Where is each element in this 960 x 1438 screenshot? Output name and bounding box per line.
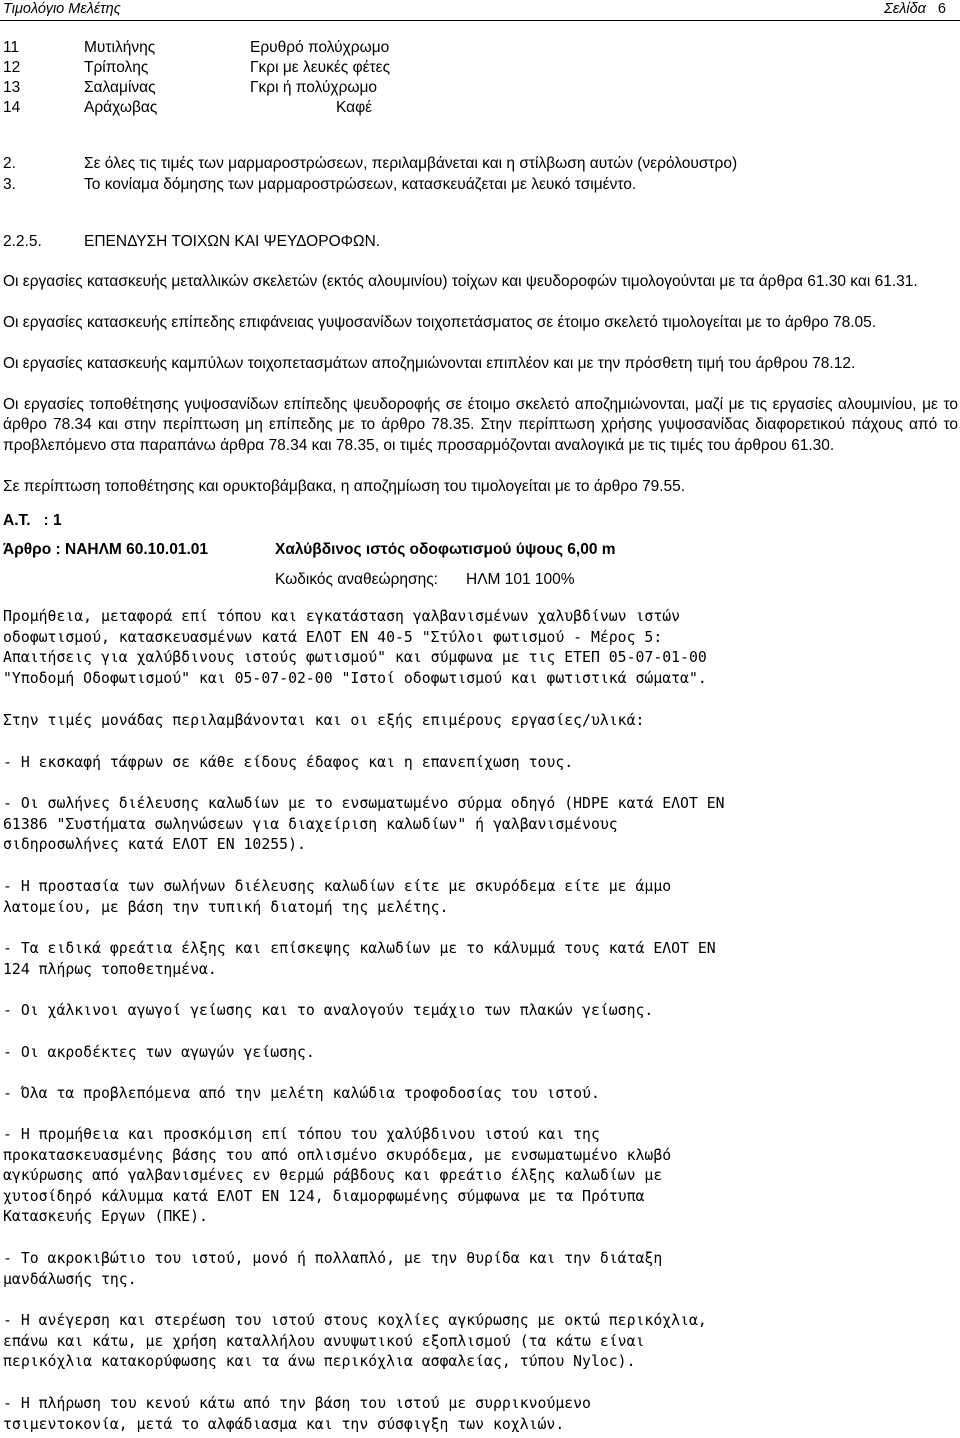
row-city: Αράχωβας [84,99,158,116]
row-color: Γκρι ή πολύχρωμο [250,79,378,96]
description-item: - Η εκσκαφή τάφρων σε κάθε είδους έδαφος και η επανεπίχωση τους. [3,754,574,771]
description-item: - Το ακροκιβώτιο του ιστού, μονό ή πολλαπλό, με την θυρίδα και την διάταξη μανδάλωσής της. [3,1250,663,1288]
paragraph: Οι εργασίες κατασκευής μεταλλικών σκελετών (εκτός αλουμινίου) τοίχων και ψευδοροφών τιμολογούνται με τα άρθρα 61.30 και 61.31. [3,273,918,290]
paragraph: Σε περίπτωση τοποθέτησης και ορυκτοβάμβακα, η αποζημίωση του τιμολογείται με το άρθρο 79.55. [3,478,686,495]
page-label: Σελίδα [884,1,926,17]
section-title: ΕΠΕΝΔΥΣΗ ΤΟΙΧΩΝ ΚΑΙ ΨΕΥΔΟΡΟΦΩΝ. [84,233,381,250]
color-row [0,99,960,119]
description-item: - Οι σωλήνες διέλευσης καλωδίων με το ενσωματωμένο σύρμα οδηγό (HDPE κατά ΕΛΟΤ ΕΝ 61386 "Συστήματα σωληνώσεων για διαχείριση καλωδίων" ή γαλβανισμένους σιδηροσωλήνες κατά ΕΛΟΤ ΕΝ 10255). [3,795,725,854]
page-indicator [884,1,946,17]
paragraph: Οι εργασίες τοποθέτησης γυψοσανίδων επίπεδης ψευδοροφής σε έτοιμο σκελετό αποζημιώνονται, μαζί με τις εργασίες αλουμινίου, με το άρθρο 78.34 και στην περίπτωση μη επίπεδης με το άρθρο 78.35. Στην περίπτωση χρήσης γυψοσανίδας διαφορετικού πάχους από το προβλεπόμενο στα παραπάνω άρθρα 78.34 και 78.35, οι τιμές προσαρμόζονται αναλογικά με τις τιμές του άρθρου 61.30. [3,396,958,454]
description-intro: Προμήθεια, μεταφορά επί τόπου και εγκατάσταση γαλβανισμένων χαλυβδίνων ιστών οδοφωτισμού, κατασκευασμένων κατά ΕΛΟΤ ΕΝ 40-5 "Στύλοι φωτισμού - Μέρος 5: Απαιτήσεις για χαλύβδινους ιστούς φωτισμού" και σύμφωνα με τις ΕΤΕΠ 05-07-01-00 "Υποδομή Οδοφωτισμού" και 05-07-02-00 "Ιστοί οδοφωτισμού και φωτιστικά σώματα". [3,608,707,687]
paragraph: Οι εργασίες κατασκευής καμπύλων τοιχοπετασμάτων αποζημιώνονται επιπλέον και με την πρόσθετη τιμή του άρθρου 78.12. [3,355,856,372]
note-item [3,155,737,173]
row-number: 11 [3,39,20,56]
color-row [0,79,960,99]
row-color: Γκρι με λευκές φέτες [250,59,391,76]
article-title: Χαλύβδινος ιστός οδοφωτισμού ύψους 6,00 m [275,541,616,558]
revision-value: ΗΛΜ 101 100% [466,571,575,588]
description-item: - Όλα τα προβλεπόμενα από την μελέτη καλώδια τροφοδοσίας του ιστού. [3,1085,600,1102]
page-number: 6 [937,1,946,17]
color-row [0,59,960,79]
description-item: - Η προμήθεια και προσκόμιση επί τόπου του χαλύβδινου ιστού και της προκατασκευασμένης βάσης του από οπλισμένο σκυρόδεμα, με ενσωματωμένο κλωβό αγκύρωσης από γαλβανισμένες εν θερμώ ράβδους και φρεάτιο έλξης καλωδίων με χυτοσίδηρό κάλυμμα κατά ΕΛΟΤ ΕΝ 124, διαμορφωμένης σύμφωνα με τα Πρότυπα Κατασκευής Εργων (ΠΚΕ). [3,1126,672,1226]
article-row [3,541,958,563]
description-lead: Στην τιμές μονάδας περιλαμβάνονται και οι εξής επιμέρους εργασίες/υλικά: [3,712,645,729]
article-code: ΝΑΗΛΜ 60.10.01.01 [65,541,209,558]
description-item: - Οι χάλκινοι αγωγοί γείωσης και το αναλογούν τεμάχιο των πλακών γείωσης. [3,1002,654,1019]
at-line: Α.Τ. : 1 [3,512,62,529]
section-heading [3,233,380,251]
description-item: - Η πλήρωση του κενού κάτω από την βάση του ιστού με συρρικνούμενο τσιμεντοκονία, μετά το αλφάδιασμα και την σύσφιγξη των κοχλιών. [3,1395,591,1433]
color-row [0,39,960,59]
note-number: 3. [3,176,16,193]
row-number: 13 [3,79,21,96]
row-number: 12 [3,59,21,76]
row-number: 14 [3,99,21,116]
description-item: - Η ανέγερση και στερέωση του ιστού στους κοχλίες αγκύρωσης με οκτώ περικόχλια, επάνω και κάτω, με χρήση καταλλήλου ανυψωτικού εξοπλισμού (τα κάτω είναι περικόχλια κατακορύφωσης και τα άνω περικόχλια ασφαλείας, τύπου Nylοc). [3,1312,707,1371]
row-color: Ερυθρό πολύχρωμο [250,39,390,56]
section-number: 2.2.5. [3,233,42,250]
note-text: Σε όλες τις τιμές των μαρμαροστρώσεων, περιλαμβάνεται και η στίλβωση αυτών (νερόλουστρο) [84,155,738,172]
row-color: Καφέ [336,99,373,116]
note-number: 2. [3,155,16,172]
row-city: Σαλαμίνας [84,79,156,96]
document-title: Τιμολόγιο Μελέτης [3,1,121,17]
description-item: - Οι ακροδέκτες των αγωγών γείωσης. [3,1044,315,1061]
description-item: - Η προστασία των σωλήνων διέλευσης καλωδίων είτε με σκυρόδεμα είτε με άμμο λατομείου, με βάση την τυπική διατομή της μελέτης. [3,878,672,916]
revision-label: Κωδικός αναθεώρησης: [275,571,438,588]
note-item [3,176,636,194]
row-city: Τρίπολης [84,59,149,76]
description-item: - Τα ειδικά φρεάτια έλξης και επίσκεψης καλωδίων με το κάλυμμά τους κατά ΕΛΟΤ ΕΝ 124 πλήρως τοποθετημένα. [3,940,716,978]
page-header [0,0,960,21]
article-label: Άρθρο : [3,541,61,558]
revision-row [275,571,575,589]
note-text: Το κονίαμα δόμησης των μαρμαροστρώσεων, κατασκευάζεται με λευκό τσιμέντο. [84,176,637,193]
row-city: Μυτιλήνης [84,39,156,56]
paragraph: Οι εργασίες κατασκευής επίπεδης επιφάνειας γυψοσανίδων τοιχοπετάσματος σε έτοιμο σκελετό τιμολογείται με το άρθρο 78.05. [3,314,877,331]
